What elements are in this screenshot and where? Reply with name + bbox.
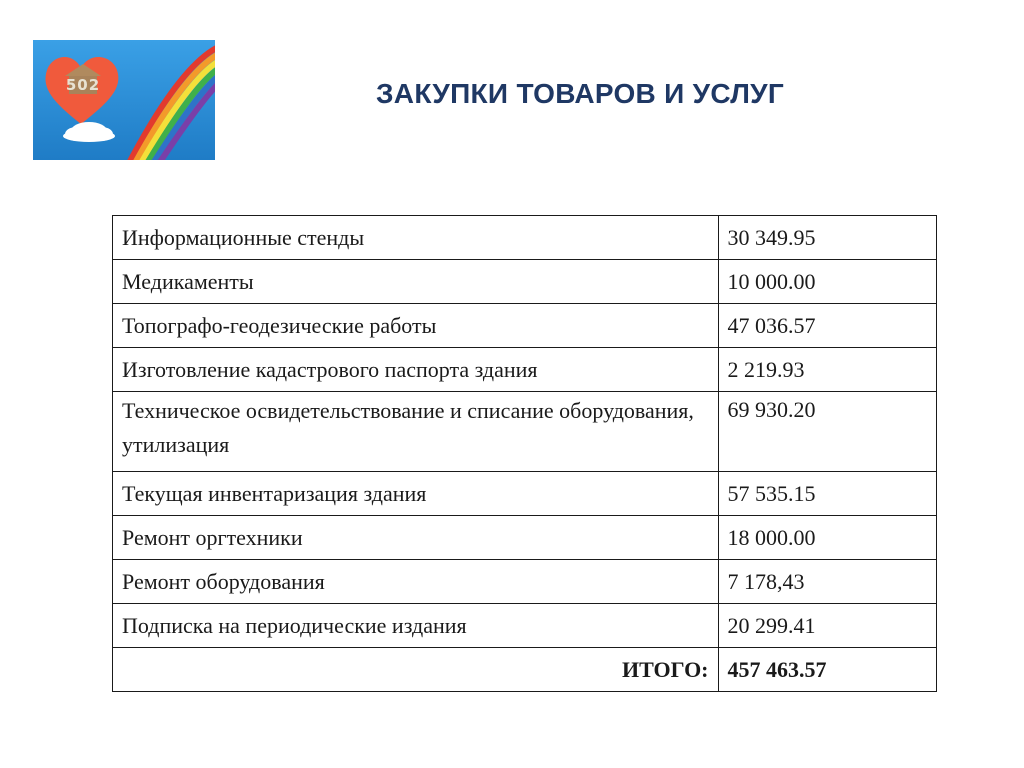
table-row: [113, 304, 937, 348]
item-amount: 69 930.20: [718, 392, 936, 472]
item-amount: 47 036.57: [718, 304, 936, 348]
item-name: Текущая инвентаризация здания: [113, 472, 719, 516]
item-amount: 20 299.41: [718, 604, 936, 648]
item-name: Ремонт оргтехники: [113, 516, 719, 560]
item-amount: 57 535.15: [718, 472, 936, 516]
item-name: Подписка на периодические издания: [113, 604, 719, 648]
table-row: [113, 560, 937, 604]
item-amount: 10 000.00: [718, 260, 936, 304]
item-name: Медикаменты: [113, 260, 719, 304]
item-name: Информационные стенды: [113, 216, 719, 260]
item-name: Ремонт оборудования: [113, 560, 719, 604]
table-row: [113, 392, 937, 472]
total-label: ИТОГО:: [113, 648, 719, 692]
purchases-table: [112, 215, 937, 692]
table-row: [113, 348, 937, 392]
table-row: [113, 216, 937, 260]
table-row: [113, 472, 937, 516]
logo-picture: [33, 40, 215, 160]
logo-number: 502: [65, 76, 101, 94]
item-amount: 18 000.00: [718, 516, 936, 560]
table-row: [113, 604, 937, 648]
page-title: ЗАКУПКИ ТОВАРОВ И УСЛУГ: [375, 78, 785, 109]
table-row: [113, 260, 937, 304]
item-name: Топографо-геодезические работы: [113, 304, 719, 348]
logo-image: [33, 40, 215, 160]
total-amount: 457 463.57: [718, 648, 936, 692]
item-amount: 2 219.93: [718, 348, 936, 392]
item-amount: 30 349.95: [718, 216, 936, 260]
table-row: [113, 516, 937, 560]
item-amount: 7 178,43: [718, 560, 936, 604]
item-name: Изготовление кадастрового паспорта здания: [113, 348, 719, 392]
item-name: Техническое освидетельствование и списание оборудования, утилизация: [113, 392, 719, 472]
total-row: [113, 648, 937, 692]
